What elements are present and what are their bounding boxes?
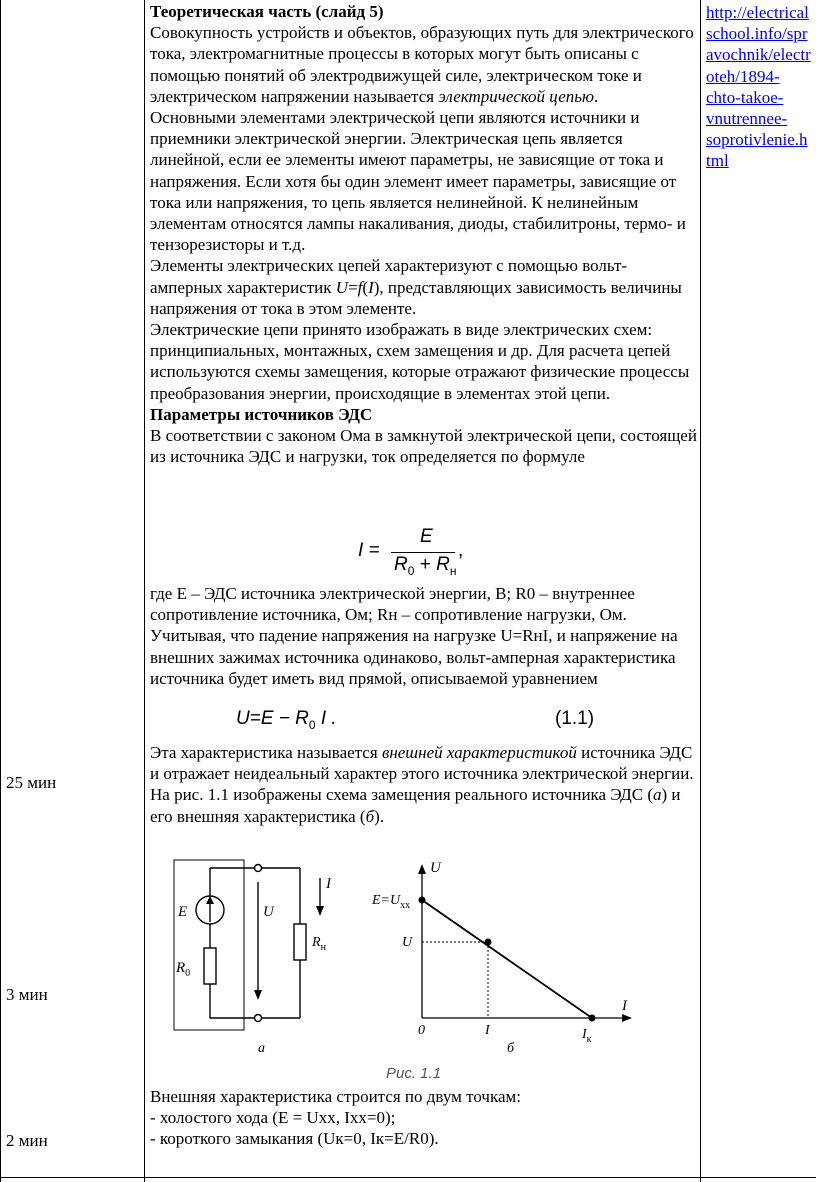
paragraph: Электрические цепи принято изображать в виде электрических схем: принципиальных, монтажных, схем замещения и др. Для расчета цепей используются схемы замещения, которые отражают физические процессы преобразования энергии, происходящие в элементах этой цепи. [150,320,690,403]
section-title: Параметры источников ЭДС [150,404,373,424]
link-line[interactable]: http://electrical [706,3,809,22]
formula-external-characteristic: $U=E - R_0$ I . [236,708,337,732]
link-line[interactable]: vnutrennee- [706,109,788,129]
caption-a: а [258,1041,265,1056]
paragraph: Эта характеристика называется внешней характеристикой источника ЭДС и отражает неидеальный характер этого источника электрической энергии. [150,743,694,784]
paragraph: На рис. 1.1 изображены схема замещения реального источника ЭДС (а) и его внешняя характеристика (б). [150,785,681,826]
formula-number: (1.1) [555,708,595,729]
section-theory [150,1,698,467]
graph-label-zero: 0 [418,1023,425,1038]
time-3: 3 мин [6,985,48,1004]
link-line[interactable]: soprotivlenie.h [706,130,808,150]
circuit-diagram [174,860,324,1030]
link-line[interactable]: tml [706,151,729,171]
label-R0: $R_0$ [176,960,191,979]
paragraph: В соответствии с законом Ома в замкнутой электрической цепи, состоящей из источника ЭДС и нагрузки, ток определяется по формуле [150,426,697,467]
link-line[interactable]: chto-takoe- [706,87,784,107]
internal-resistor [204,948,216,984]
figure-caption: Рис. 1.1 [386,1065,442,1082]
graph-label-E-eq: $E=U_{хх}$ [372,893,411,911]
time-25: 25 мин [6,773,57,792]
link-line[interactable]: school.info/spr [706,24,808,44]
section-characteristic [150,742,698,827]
paragraph: Внешняя характеристика строится по двум точкам: [150,1087,522,1106]
section-construction [150,1086,698,1150]
graph-label-I-tick: I [485,1023,490,1038]
paragraph: где Е – ЭДС источника электрической энергии, В; R0 – внутреннее сопротивление источника, Ом; Rн – сопротивление нагрузки, Ом. [150,584,635,625]
link-line[interactable]: oteh/1894- [706,66,780,86]
time-2: 2 мин [6,1131,48,1150]
paragraph: Основными элементами электрической цепи являются источники и приемники электрической энергии. Электрическая цепь является линейной, если ее элементы имеют параметры, не зависящие от тока и напряжения. Если хотя бы один элемент имеет параметры, зависящие от тока или напряжения, то цепь является нелинейной. К нелинейным элементам относятся лампы накаливания, диоды, стабилитроны, термо- и тензорезисторы и т.д. [150,108,686,255]
graph-label-I-axis: I [622,998,627,1014]
formula-ohm: I = E $R_0 + R_н$ , [358,526,464,578]
external-characteristic-graph [418,864,632,1022]
section-title: Теоретическая часть (слайд 5) [150,2,384,21]
label-U: U [263,904,274,920]
graph-label-Ik: $I_к$ [582,1027,592,1045]
label-E: E [178,904,188,920]
section-params-text [150,583,698,689]
label-I: I [326,876,331,892]
time-column [0,0,144,1182]
caption-b: б [507,1041,515,1056]
link-line[interactable]: avochnik/electr [706,45,811,65]
table-border-main [700,0,701,1182]
list-item: - холостого хода (E = Uxx, Ixx=0); [150,1108,396,1128]
source-link[interactable] [706,2,816,172]
graph-label-U-axis: U [430,860,441,876]
main-column [150,0,698,1182]
characteristic-line [422,900,592,1018]
table-border-time [144,0,145,1182]
source-box [174,860,244,1030]
paragraph: Элементы электрических цепей характеризуют с помощью вольт-амперных характеристик U=f(I), представляющих зависимость величины напряжения от тока в этом элементе. [150,256,682,318]
point-operating [485,939,492,946]
paragraph: Учитывая, что падение напряжения на нагрузке U=RнI, и напряжение на внешних зажимах источника одинаково, вольт-амперная характеристика источника будет иметь вид прямой, описываемой уравнением [150,626,678,688]
load-resistor [294,924,306,960]
label-Rn: $R_н$ [312,935,326,953]
figure-1-1 [150,852,698,1084]
point-open-circuit [419,897,426,904]
graph-label-U-tick: U [402,935,413,950]
paragraph: Совокупность устройств и объектов, образующих путь для электрического тока, электромагнитные процессы в которых могут быть описаны с помощью понятий об электродвижущей силе, электрическом токе и электрическом напряжении называется электрической цепью. [150,23,694,106]
point-short-circuit [589,1015,596,1022]
list-item: - короткого замыкания (Uк=0, Iк=E/R0). [150,1129,439,1149]
